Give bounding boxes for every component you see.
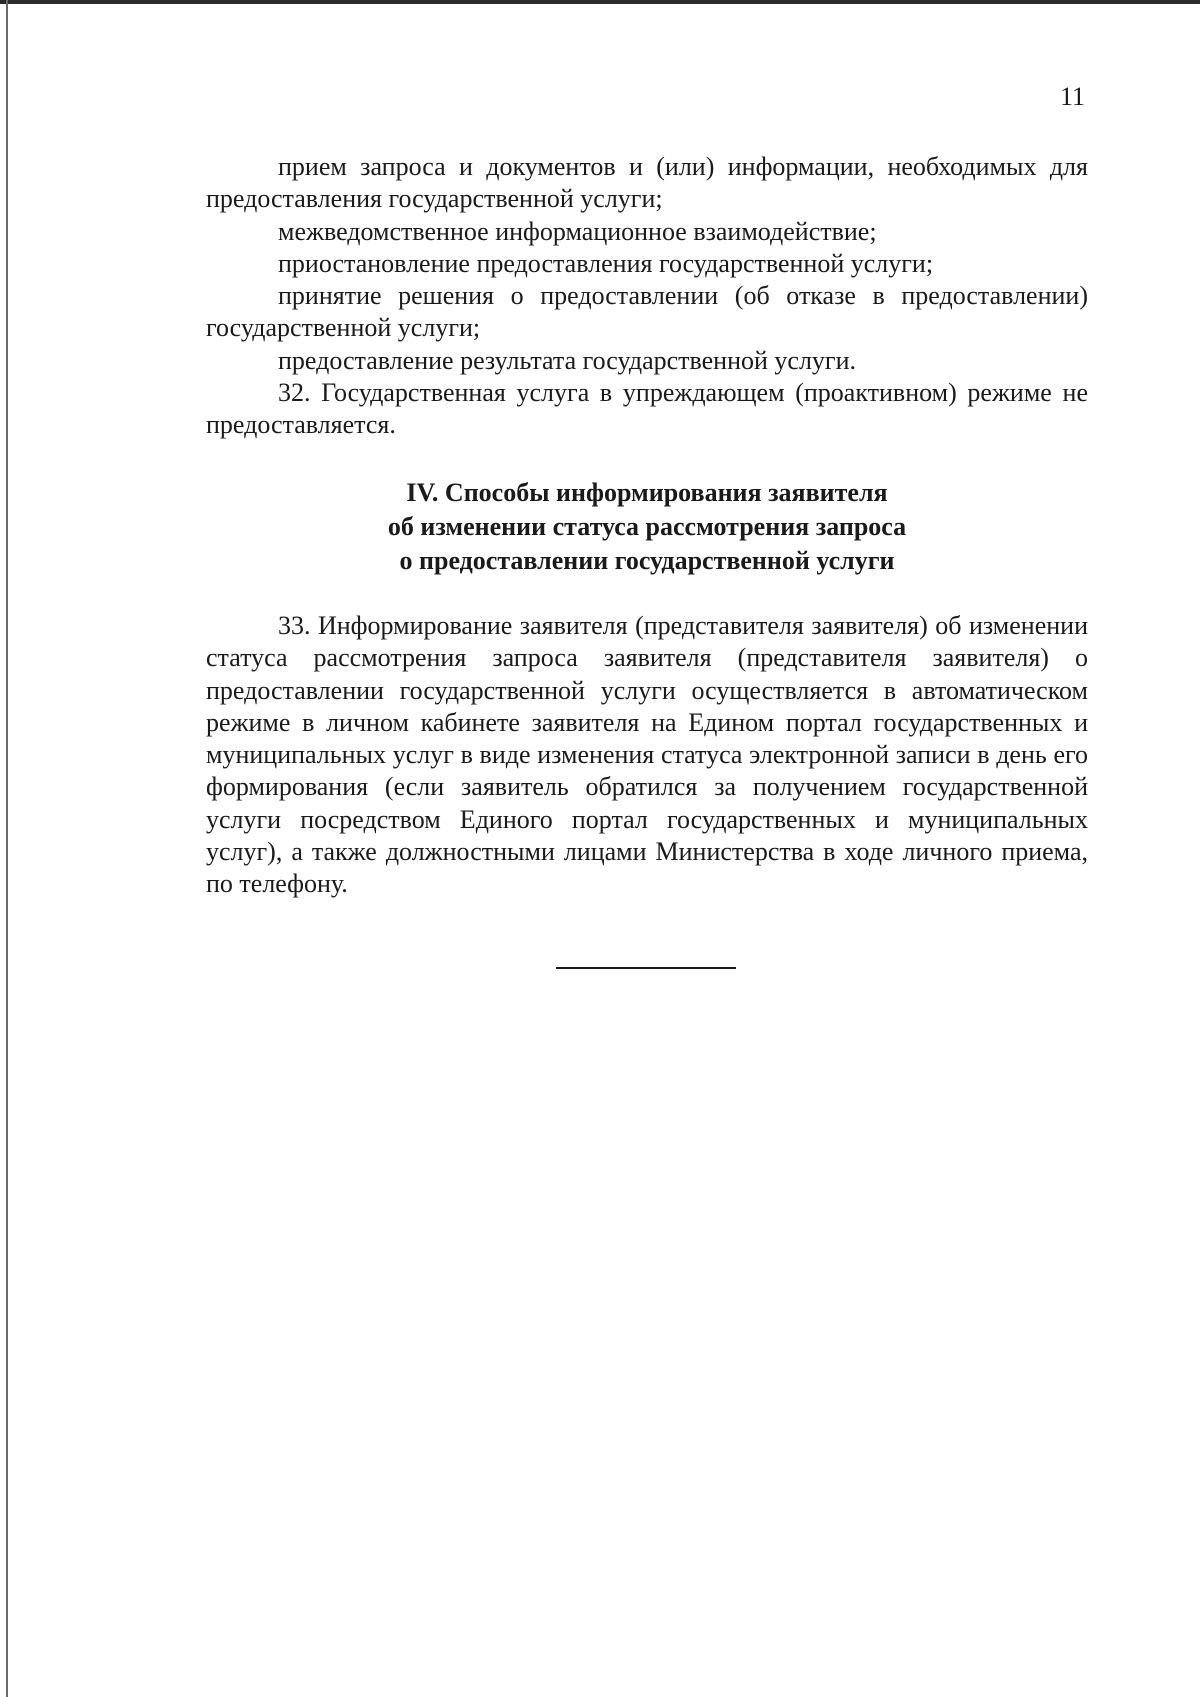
section-heading-line-1: IV. Способы информирования заявителя [406, 478, 888, 507]
scan-top-edge [0, 0, 1200, 4]
scan-left-edge [6, 0, 8, 1697]
paragraph-interagency-interaction: межведомственное информационное взаимодействие; [278, 216, 877, 246]
paragraph-32: 32. Государственная услуга в упреждающем (проактивном) режиме не предоставляется. [206, 378, 1088, 440]
end-of-document-rule [556, 967, 736, 969]
text-block-section-iv [206, 610, 1088, 901]
paragraph-suspension: приостановление предоставления государственной услуги; [278, 248, 934, 278]
paragraph-request-reception: прием запроса и документов и (или) информации, необходимых для предоставления государственной услуги; [206, 152, 1088, 214]
page-number: 11 [1060, 82, 1086, 111]
paragraph-33: 33. Информирование заявителя (представителя заявителя) об изменении статуса рассмотрения запроса заявителя (представителя заявителя) о предоставлении государственной услуги осуществляется в автоматическом режиме в личном кабинете заявителя на Едином портал государственных и муниципальных услуг в виде изменения статуса электронной записи в день его формирования (если заявитель обратился за получением государственной услуги посредством Единого портал государственных и муниципальных услуг), а также должностными лицами Министерства в ходе личного приема, по телефону. [206, 611, 1088, 899]
section-heading-line-2: об изменении статуса рассмотрения запроса [387, 512, 907, 541]
paragraph-decision: принятие решения о предоставлении (об отказе в предоставлении) государственной услуги; [206, 281, 1088, 343]
section-heading-line-3: о предоставлении государственной услуги [399, 546, 895, 575]
paragraph-result: предоставление результата государственной услуги. [278, 345, 857, 375]
section-heading-iv [206, 476, 1088, 578]
text-block-procedures [206, 151, 1088, 442]
